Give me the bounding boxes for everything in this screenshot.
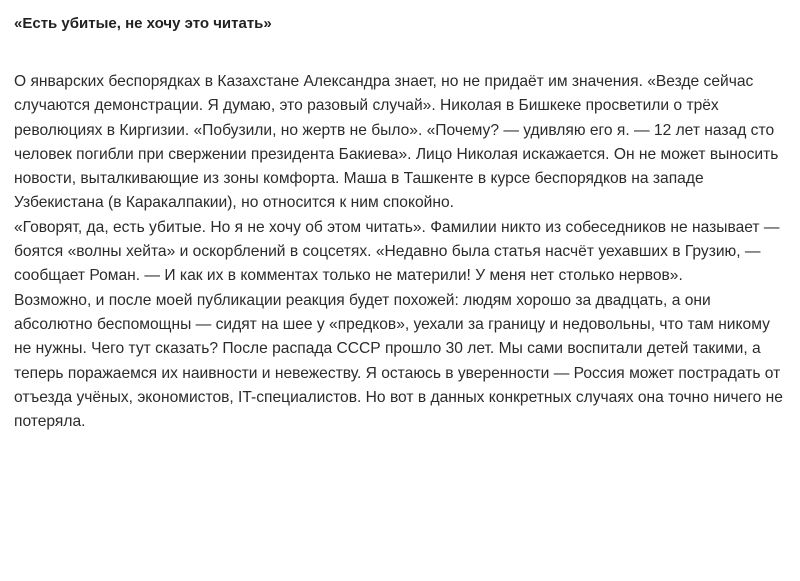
article <box>14 14 790 434</box>
paragraph-2: «Говорят, да, есть убитые. Но я не хочу об этом читать». Фамилии никто из собеседников не называет — боятся «волны хейта» и оскорблений в соцсетях. «Недавно была статья насчёт уехавших в Грузию, — сообщает Роман. — И как их в комментах только не материли! У меня нет столько нервов». <box>14 218 780 285</box>
article-heading: «Есть убитые, не хочу это читать» <box>14 15 272 32</box>
paragraph-3: Возможно, и после моей публикации реакция будет похожей: людям хорошо за двадцать, а они абсолютно беспомощны — сидят на шее у «предков», уехали за границу и недовольны, что там никому не нужны. Чего тут сказать? После распада СССР прошло 30 лет. Мы сами воспитали детей такими, а теперь поражаемся их наивности и невежеству. Я остаюсь в уверенности — Россия может пострадать от отъезда учёных, экономистов, IT-специалистов. Но вот в данных конкретных случаях она точно ничего не потеряла. <box>14 291 783 431</box>
paragraph-1: О январских беспорядках в Казахстане Александра знает, но не придаёт им значения. «Везде сейчас случаются демонстрации. Я думаю, это разовый случай». Николая в Бишкеке просветили о трёх революциях в Киргизии. «Побузили, но жертв не было». «Почему? — удивляю его я. — 12 лет назад сто человек погибли при свержении президента Бакиева». Лицо Николая искажается. Он не может выносить новости, выталкивающие из зоны комфорта. Маша в Ташкенте в курсе беспорядков на западе Узбекистана (в Каракалпакии), но относится к ним спокойно. <box>14 73 779 212</box>
